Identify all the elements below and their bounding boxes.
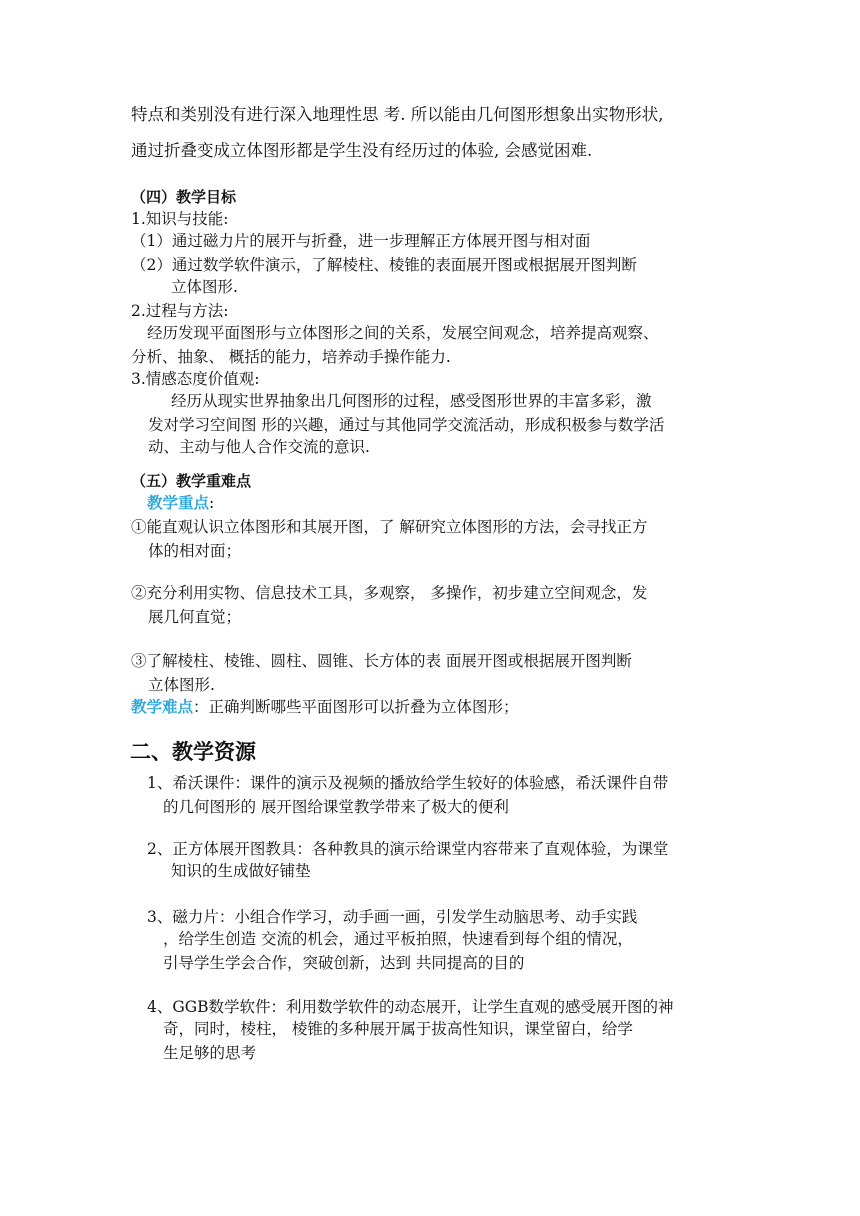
intro-line: 特点和类别没有进行深入地理性思 考. 所以能由几何图形想象出实物形状,	[131, 105, 664, 124]
emotion-text: 发对学习空间图 形的兴趣，通过与其他同学交流活动，形成积极参与数学活	[148, 416, 665, 434]
key-point-continuation: 展几何直觉；	[148, 608, 242, 626]
section-heading-goals: （四）教学目标	[131, 188, 237, 206]
resource-item-continuation: ，给学生创造 交流的机会，通过平板拍照，快速看到每个组的情况，	[163, 930, 633, 948]
key-point-continuation: 立体图形.	[148, 676, 215, 694]
resource-item-continuation: 生足够的思考	[163, 1044, 257, 1062]
difficulty-line	[131, 696, 519, 718]
goal-item: （2）通过数学软件演示，了解棱柱、棱锥的表面展开图或根据展开图判断	[131, 256, 637, 274]
key-point: ②充分利用实物、信息技术工具，多观察， 多操作，初步建立空间观念，发	[131, 584, 648, 602]
resource-item-continuation: 的几何图形的 展开图给课堂教学带来了极大的便利	[163, 798, 509, 816]
resource-item: 4、GGB数学软件：利用数学软件的动态展开，让学生直观的感受展开图的神	[147, 998, 674, 1016]
goal-item: （1）通过磁力片的展开与折叠，进一步理解正方体展开图与相对面	[131, 232, 591, 250]
emotion-text: 动、主动与他人合作交流的意识.	[148, 438, 370, 456]
difficulty-text: ：正确判断哪些平面图形可以折叠为立体图形；	[193, 698, 519, 716]
key-point-continuation: 体的相对面；	[148, 542, 242, 560]
section-heading-keypoints: （五）教学重难点	[131, 472, 252, 490]
emotion-text: 经历从现实世界抽象出几何图形的过程，感受图形世界的丰富多彩，激	[171, 392, 652, 410]
section-heading-resources: 二、教学资源	[130, 740, 256, 764]
focus-label: 教学重点	[147, 494, 210, 512]
resource-item: 3、磁力片：小组合作学习，动手画一画，引发学生动脑思考、动手实践	[147, 908, 638, 926]
goal-item-continuation: 立体图形.	[171, 278, 238, 296]
resource-item: 2、正方体展开图教具：各种教具的演示给课堂内容带来了直观体验，为课堂	[147, 840, 669, 858]
process-text: 经历发现平面图形与立体图形之间的关系，发展空间观念，培养提高观察、	[147, 324, 659, 342]
key-point: ③了解棱柱、棱锥、圆柱、圆锥、长方体的表 面展开图或根据展开图判断	[131, 652, 632, 670]
knowledge-label: 1.知识与技能:	[131, 210, 229, 228]
focus-label-line	[147, 492, 214, 514]
difficulty-label: 教学难点	[131, 698, 194, 716]
process-text: 分析、抽象、 概括的能力，培养动手操作能力.	[131, 348, 451, 366]
emotion-label: 3.情感态度价值观:	[131, 370, 260, 388]
resource-item: 1、希沃课件：课件的演示及视频的播放给学生较好的体验感，希沃课件自带	[147, 774, 669, 792]
process-label: 2.过程与方法:	[131, 302, 229, 320]
intro-line: 通过折叠变成立体图形都是学生没有经历过的体验, 会感觉困难.	[131, 141, 593, 160]
focus-colon: :	[209, 494, 215, 512]
key-point: ①能直观认识立体图形和其展开图，了 解研究立体图形的方法，会寻找正方	[131, 518, 648, 536]
resource-item-continuation: 引导学生学会合作，突破创新，达到 共同提高的目的	[163, 954, 525, 972]
resource-item-continuation: 知识的生成做好铺垫	[171, 862, 311, 880]
resource-item-continuation: 奇，同时，棱柱， 棱锥的多种展开属于拔高性知识，课堂留白，给学	[163, 1020, 633, 1038]
